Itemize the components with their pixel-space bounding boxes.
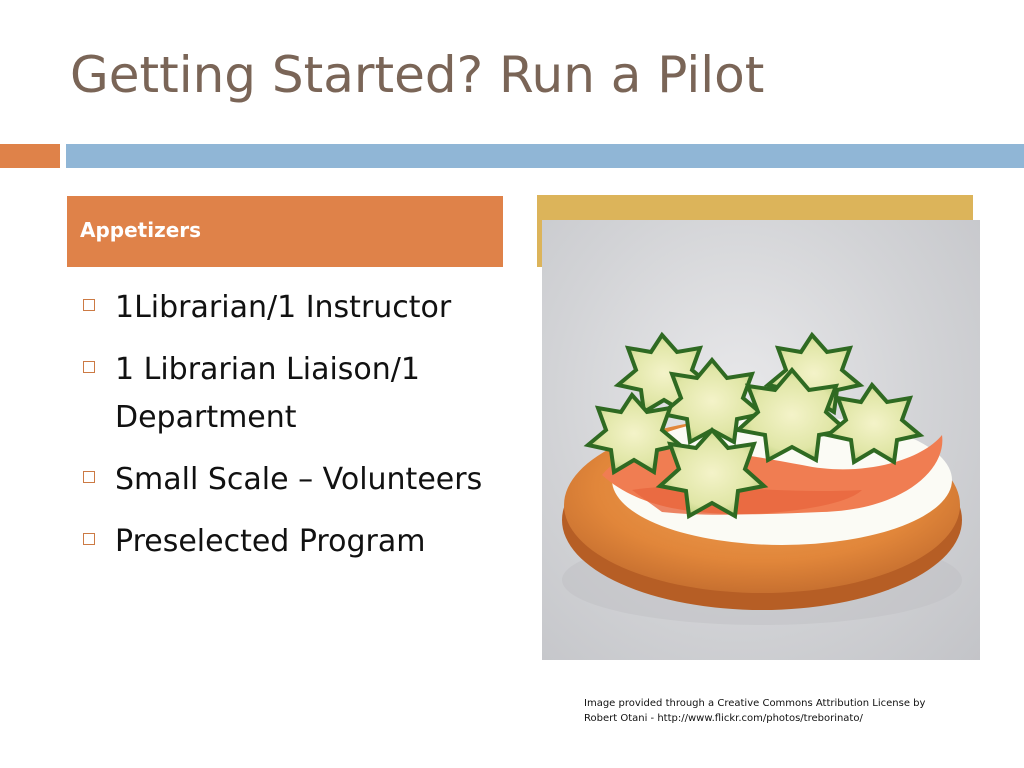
bullet-text: 1Librarian/1 Instructor xyxy=(115,290,452,325)
bagel-photo xyxy=(542,220,980,660)
bullet-item xyxy=(80,346,510,442)
slide-title: Getting Started? Run a Pilot xyxy=(70,46,765,104)
column-header-label: Appetizers xyxy=(80,217,202,242)
bullet-text: Small Scale – Volunteers xyxy=(115,462,483,497)
bullet-text: 1 Librarian Liaison/1 Department xyxy=(115,352,420,435)
square-bullet-icon xyxy=(83,361,95,373)
accent-bar-blue xyxy=(66,144,1024,168)
image-credit: Image provided through a Creative Commons Attribution License by Robert Otani - http://www.flickr.com/photos/treborinato/ xyxy=(584,698,926,724)
bullet-text: Preselected Program xyxy=(115,524,426,559)
bullet-item xyxy=(80,456,510,504)
square-bullet-icon xyxy=(83,471,95,483)
bullet-item xyxy=(80,518,510,566)
bullet-item xyxy=(80,284,510,332)
square-bullet-icon xyxy=(83,533,95,545)
bagel-illustration xyxy=(542,220,980,660)
square-bullet-icon xyxy=(83,299,95,311)
bullet-list xyxy=(80,284,510,580)
column-header xyxy=(67,196,503,267)
accent-bar-orange xyxy=(0,144,60,168)
